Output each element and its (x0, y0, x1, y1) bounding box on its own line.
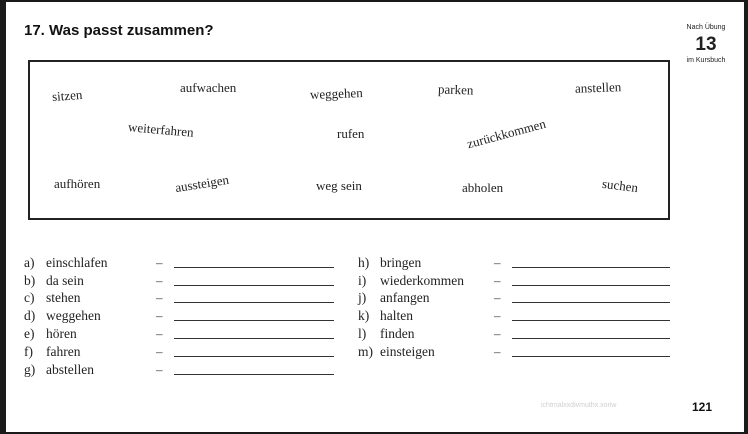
word-box-item: anstellen (574, 79, 622, 96)
exercise-item: i) wiederkommen (358, 273, 464, 288)
word-box-item: aussteigen (174, 171, 230, 196)
dash: – (156, 308, 163, 323)
answer-line-b[interactable] (174, 285, 334, 286)
dash: – (156, 362, 163, 377)
side-note-bottom: im Kursbuch (686, 57, 726, 64)
exercise-item: h) bringen (358, 255, 422, 270)
answer-line-e[interactable] (174, 338, 334, 339)
answer-line-j[interactable] (512, 302, 670, 303)
word-box-item: rufen (337, 126, 365, 141)
dash: – (494, 308, 501, 323)
exercise-item: j) anfangen (358, 290, 430, 305)
answer-line-k[interactable] (512, 320, 670, 321)
exercise-item: a) einschlafen (24, 255, 108, 270)
dash: – (494, 255, 501, 270)
exercise-item: l) finden (358, 326, 415, 341)
word-box-item: abholen (462, 180, 504, 195)
answer-line-d[interactable] (174, 320, 334, 321)
side-note-top: Nach Übung (686, 24, 726, 31)
exercise-item: b) da sein (24, 273, 84, 288)
word-box-item: weggehen (309, 85, 363, 102)
answer-line-m[interactable] (512, 356, 670, 357)
word-box-item: weiterfahren (127, 119, 195, 140)
answer-line-h[interactable] (512, 267, 670, 268)
exercise-item: k) halten (358, 308, 413, 323)
answer-line-i[interactable] (512, 285, 670, 286)
dash: – (156, 290, 163, 305)
exercise-item: g) abstellen (24, 362, 94, 377)
answer-line-a[interactable] (174, 267, 334, 268)
word-box-item: zurückkommen (465, 115, 548, 152)
exercise-item: c) stehen (24, 290, 81, 305)
word-box-item: weg sein (316, 178, 362, 193)
word-box-item: parken (437, 81, 474, 98)
page-number: 121 (692, 400, 713, 414)
word-box (28, 60, 670, 220)
side-note (674, 24, 738, 64)
dash: – (156, 273, 163, 288)
dash: – (494, 273, 501, 288)
workbook-page (6, 2, 744, 432)
answer-line-c[interactable] (174, 302, 334, 303)
exercise-item: m) einsteigen (358, 344, 435, 359)
answer-line-g[interactable] (174, 374, 334, 375)
answer-line-f[interactable] (174, 356, 334, 357)
dash: – (494, 326, 501, 341)
exercise-title: 17. Was passt zusammen? (24, 22, 214, 39)
exercise-item: e) hören (24, 326, 77, 341)
dash: – (156, 344, 163, 359)
side-note-number: 13 (695, 34, 717, 55)
answer-line-l[interactable] (512, 338, 670, 339)
word-box-item: aufwachen (180, 80, 237, 95)
footer-faint-text: ichtmalxxdivmuthx.xoriw (541, 402, 617, 409)
word-box-item: suchen (601, 175, 639, 196)
word-box-item: sitzen (51, 86, 83, 105)
dash: – (494, 290, 501, 305)
word-box-item: aufhören (54, 176, 101, 191)
dash: – (156, 255, 163, 270)
dash: – (156, 326, 163, 341)
dash: – (494, 344, 501, 359)
exercise-item: f) fahren (24, 344, 81, 359)
exercise-item: d) weggehen (24, 308, 101, 323)
